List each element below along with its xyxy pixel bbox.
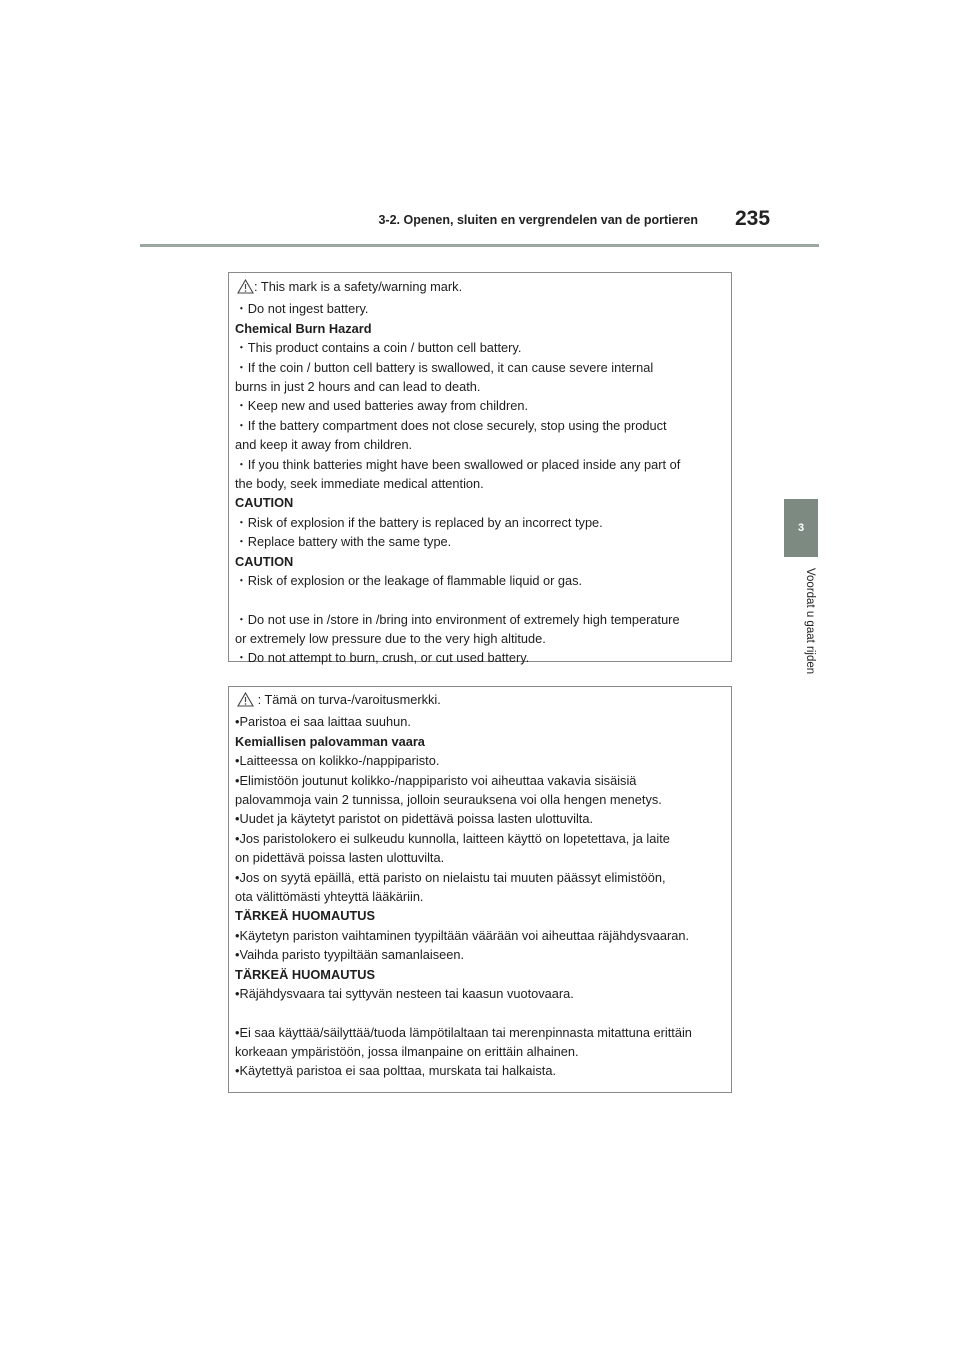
list-item: • Jos on syytä epäillä, että paristo on nielaistu tai muuten päässyt elimistöön,: [235, 868, 725, 887]
list-item-continuation: ota välittömästi yhteyttä lääkäriin.: [235, 889, 424, 905]
list-item: • Käytettyä paristoa ei saa polttaa, murskata tai halkaista.: [235, 1061, 725, 1080]
header-divider: [140, 244, 819, 247]
list-item: ・ Do not attempt to burn, crush, or cut used battery.: [235, 648, 725, 667]
list-item: ・ If you think batteries might have been swallowed or placed inside any part of: [235, 455, 725, 474]
list-item: • Paristoa ei saa laittaa suuhun.: [235, 712, 725, 731]
warning-triangle-icon: [237, 692, 254, 712]
list-item: • Laitteessa on kolikko-/nappiparisto.: [235, 751, 725, 770]
page-number: 235: [735, 207, 771, 230]
list-item: • Jos paristolokero ei sulkeudu kunnolla, laitteen käyttö on lopetettava, ja laite: [235, 829, 725, 848]
list-item-continuation: palovammoja vain 2 tunnissa, jolloin seurauksena voi olla hengen menetys.: [235, 792, 662, 808]
caution-heading: CAUTION: [235, 553, 294, 569]
section-title: 3-2. Openen, sluiten en vergrendelen van de portieren: [378, 213, 698, 227]
warning-triangle-icon: [237, 279, 254, 299]
list-item: ・ If the battery compartment does not close securely, stop using the product: [235, 416, 725, 435]
list-item: ・ Risk of explosion if the battery is replaced by an incorrect type.: [235, 513, 725, 532]
list-item: • Räjähdysvaara tai syttyvän nesteen tai kaasun vuotovaara.: [235, 984, 725, 1003]
list-item-continuation: the body, seek immediate medical attention.: [235, 476, 484, 492]
caution-heading: TÄRKEÄ HUOMAUTUS: [235, 966, 376, 982]
spacer: [235, 591, 725, 610]
hazard-heading: Kemiallisen palovamman vaara: [235, 733, 425, 749]
warning-box-finnish: [228, 686, 732, 1093]
list-item: ・ Risk of explosion or the leakage of flammable liquid or gas.: [235, 571, 725, 590]
caution-heading: TÄRKEÄ HUOMAUTUS: [235, 908, 376, 924]
list-item: • Elimistöön joutunut kolikko-/nappiparisto voi aiheuttaa vakavia sisäisiä: [235, 771, 725, 790]
list-item: ・ Do not use in /store in /bring into environment of extremely high temperature: [235, 610, 725, 629]
list-item: ・ Replace battery with the same type.: [235, 532, 725, 551]
hazard-heading: Chemical Burn Hazard: [235, 320, 372, 336]
list-item-continuation: on pidettävä poissa lasten ulottuvilta.: [235, 850, 445, 866]
list-item-continuation: burns in just 2 hours and can lead to death.: [235, 379, 481, 395]
list-item: • Ei saa käyttää/säilyttää/tuoda lämpötilaltaan tai merenpinnasta mitattuna erittäin: [235, 1023, 725, 1042]
chapter-tab[interactable]: [784, 499, 818, 557]
caution-heading: CAUTION: [235, 495, 294, 511]
list-item-continuation: or extremely low pressure due to the very high altitude.: [235, 630, 546, 646]
mark-line: : Tämä on turva-/varoitusmerkki.: [235, 690, 725, 712]
list-item: • Vaihda paristo tyypiltään samanlaiseen.: [235, 945, 725, 964]
chapter-label: Voordat u gaat rijden: [804, 568, 816, 675]
spacer: [235, 1004, 725, 1023]
list-item: • Uudet ja käytetyt paristot on pidettävä poissa lasten ulottuvilta.: [235, 809, 725, 828]
list-item: ・ This product contains a coin / button cell battery.: [235, 338, 725, 357]
list-item: ・ Keep new and used batteries away from children.: [235, 396, 725, 415]
list-item-continuation: and keep it away from children.: [235, 437, 413, 453]
list-item-continuation: korkeaan ympäristöön, jossa ilmanpaine on erittäin alhainen.: [235, 1043, 579, 1059]
list-item: ・ If the coin / button cell battery is swallowed, it can cause severe internal: [235, 358, 725, 377]
mark-line: : This mark is a safety/warning mark.: [235, 277, 725, 299]
list-item: • Käytetyn pariston vaihtaminen tyypiltään väärään voi aiheuttaa räjähdysvaaran.: [235, 926, 725, 945]
list-item: ・ Do not ingest battery.: [235, 299, 725, 318]
warning-box-english: [228, 272, 732, 666]
chapter-number: 3: [797, 522, 805, 534]
